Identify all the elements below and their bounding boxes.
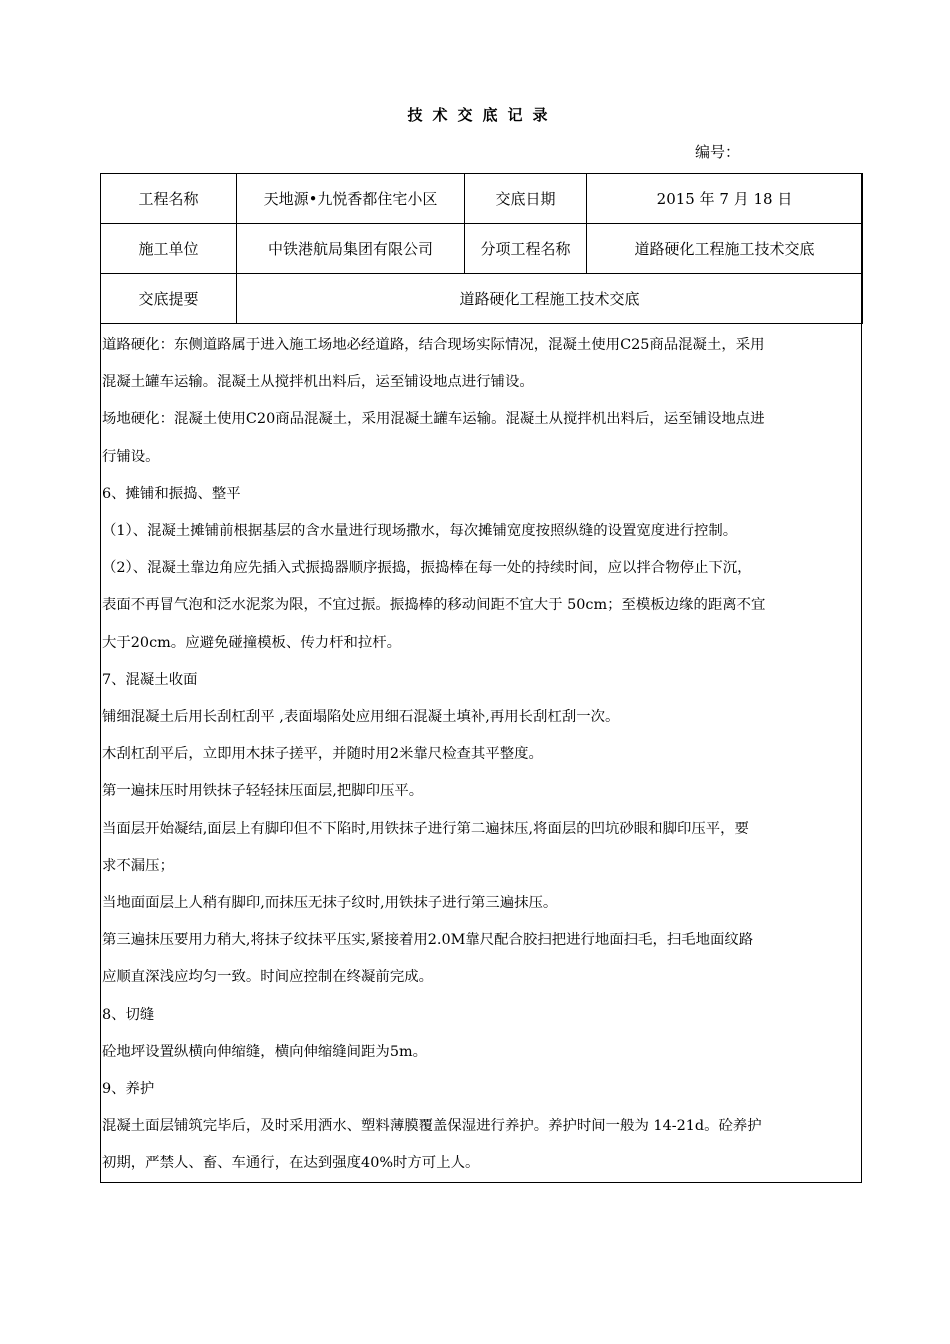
content-line: 表面不再冒气泡和泛水泥浆为限，不宜过振。振捣棒的移动间距不宜大于 50cm；至模板边缘的距离不宜 bbox=[102, 597, 766, 614]
info-table bbox=[100, 173, 863, 324]
content-line: 7、混凝土收面 bbox=[102, 671, 198, 688]
info-row-summary bbox=[101, 274, 863, 324]
info-row-contractor bbox=[101, 224, 863, 274]
content-line: 当地面面层上人稍有脚印,而抹压无抹子纹时,用铁抹子进行第三遍抹压。 bbox=[102, 895, 558, 912]
disclosure-content bbox=[102, 327, 862, 1183]
content-line: 6、摊铺和振捣、整平 bbox=[102, 485, 241, 502]
content-line: （1）、混凝土摊铺前根据基层的含水量进行现场撒水，每次摊铺宽度按照纵缝的设置宽度进行控制。 bbox=[102, 523, 738, 540]
record-frame bbox=[100, 173, 862, 1183]
content-line: （2）、混凝土靠边角应先插入式振捣器顺序振捣，振捣棒在每一处的持续时间，应以拌合物停止下沉， bbox=[102, 560, 752, 577]
date-label: 交底日期 bbox=[465, 174, 587, 224]
subitem-value: 道路硬化工程施工技术交底 bbox=[587, 224, 863, 274]
date-value: 2015 年 7 月 18 日 bbox=[587, 174, 863, 224]
document-number-label: 编号： bbox=[695, 143, 741, 161]
content-line: 8、切缝 bbox=[102, 1006, 155, 1023]
contractor-value: 中铁港航局集团有限公司 bbox=[237, 224, 465, 274]
content-line: 砼地坪设置纵横向伸缩缝，横向伸缩缝间距为5m。 bbox=[102, 1043, 428, 1060]
contractor-label: 施工单位 bbox=[101, 224, 237, 274]
subitem-label: 分项工程名称 bbox=[465, 224, 587, 274]
summary-label: 交底提要 bbox=[101, 274, 237, 324]
content-line: 求不漏压； bbox=[102, 857, 174, 874]
summary-value: 道路硬化工程施工技术交底 bbox=[237, 274, 863, 324]
document-title: 技术交底记录 bbox=[407, 106, 558, 124]
content-line: 初期，严禁人、畜、车通行，在达到强度40%时方可上人。 bbox=[102, 1155, 480, 1172]
content-line: 道路硬化：东侧道路属于进入施工场地必经道路，结合现场实际情况，混凝土使用C25商品混凝土，采用 bbox=[102, 337, 765, 353]
content-line: 铺细混凝土后用长刮杠刮平 ,表面塌陷处应用细石混凝土填补,再用长刮杠刮一次。 bbox=[102, 709, 620, 726]
content-line: 当面层开始凝结,面层上有脚印但不下陷时,用铁抹子进行第二遍抹压,将面层的凹坑砂眼和脚印压平，要 bbox=[102, 820, 749, 837]
project-name-label: 工程名称 bbox=[101, 174, 237, 224]
content-line: 9、养护 bbox=[102, 1081, 155, 1098]
content-line: 应顺直深浅应均匀一致。时间应控制在终凝前完成。 bbox=[102, 969, 433, 986]
project-name-value: 天地源•九悦香都住宅小区 bbox=[237, 174, 465, 224]
content-line: 混凝土面层铺筑完毕后，及时采用洒水、塑料薄膜覆盖保湿进行养护。养护时间一般为 14-21d。砼养护 bbox=[102, 1118, 762, 1135]
content-line: 第一遍抹压时用铁抹子轻轻抹压面层,把脚印压平。 bbox=[102, 783, 424, 800]
content-line: 行铺设。 bbox=[102, 448, 160, 465]
info-row-project bbox=[101, 174, 863, 224]
content-line: 场地硬化：混凝土使用C20商品混凝土，采用混凝土罐车运输。混凝土从搅拌机出料后，运至铺设地点进 bbox=[102, 411, 765, 428]
content-line: 第三遍抹压要用力稍大,将抹子纹抹平压实,紧接着用2.0M靠尺配合胶扫把进行地面扫毛，扫毛地面纹路 bbox=[102, 932, 754, 949]
content-line: 大于20cm。应避免碰撞模板、传力杆和拉杆。 bbox=[102, 634, 402, 651]
content-line: 混凝土罐车运输。混凝土从搅拌机出料后，运至铺设地点进行铺设。 bbox=[102, 374, 534, 391]
content-line: 木刮杠刮平后，立即用木抹子搓平，并随时用2米靠尺检查其平整度。 bbox=[102, 746, 543, 763]
